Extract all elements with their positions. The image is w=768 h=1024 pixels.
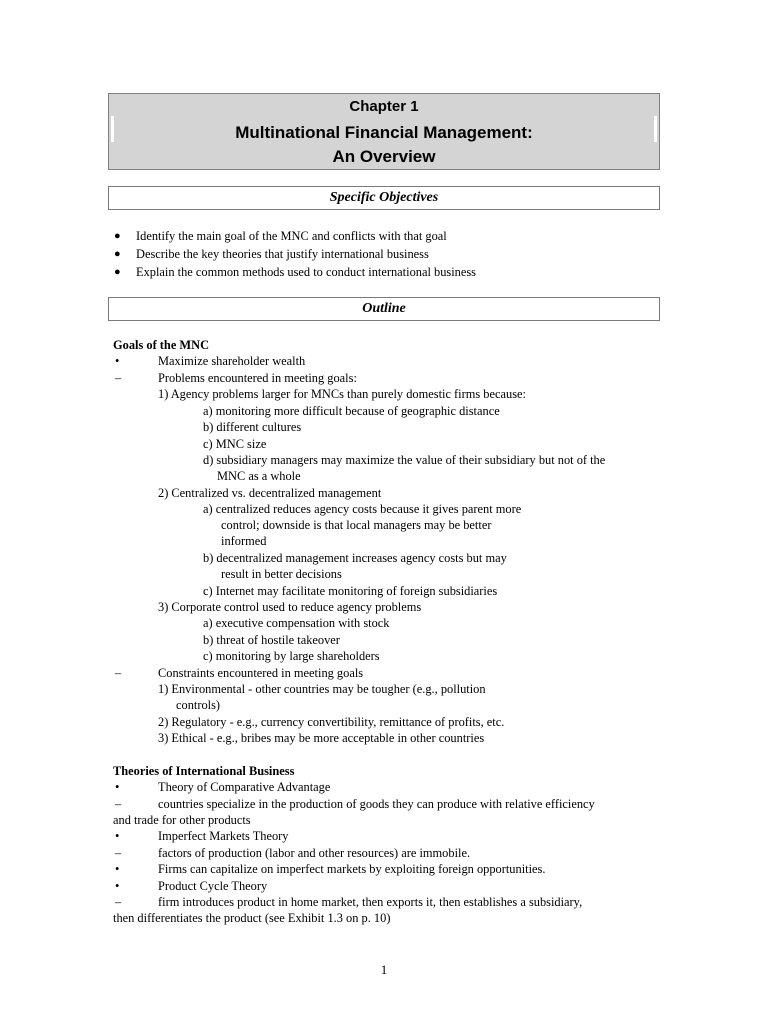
dash-marker: – bbox=[115, 666, 122, 680]
outline-line: countries specialize in the production of goods they can produce with relative efficiency bbox=[158, 797, 595, 811]
bullet-marker: • bbox=[115, 862, 120, 876]
bullet-marker: • bbox=[115, 829, 120, 843]
outline-line: b) threat of hostile takeover bbox=[203, 633, 340, 647]
outline-line: firm introduces product in home market, then exports it, then establishes a subsidiary, bbox=[158, 895, 583, 909]
objective-item: Describe the key theories that justify international business bbox=[136, 247, 429, 261]
outline-line: b) different cultures bbox=[203, 420, 302, 434]
outline-line: Imperfect Markets Theory bbox=[158, 829, 289, 843]
outline-line: control; downside is that local managers may be better bbox=[221, 518, 492, 532]
dash-marker: – bbox=[115, 371, 122, 385]
outline-line: c) Internet may facilitate monitoring of foreign subsidiaries bbox=[203, 584, 498, 598]
outline-line: Firms can capitalize on imperfect markets by exploiting foreign opportunities. bbox=[158, 862, 546, 876]
objective-item: Explain the common methods used to conduct international business bbox=[136, 265, 476, 279]
objectives-heading: Specific Objectives bbox=[329, 190, 439, 205]
outline-line: Constraints encountered in meeting goals bbox=[158, 666, 364, 680]
dash-marker: – bbox=[115, 895, 122, 909]
outline-line: Product Cycle Theory bbox=[158, 879, 268, 893]
outline-line: c) MNC size bbox=[203, 437, 267, 451]
outline-line: 2) Centralized vs. decentralized management bbox=[158, 486, 382, 500]
outline-line: 2) Regulatory - e.g., currency convertibility, remittance of profits, etc. bbox=[158, 715, 505, 729]
outline-line: b) decentralized management increases agency costs but may bbox=[203, 551, 507, 565]
outline-line: result in better decisions bbox=[221, 567, 342, 581]
outline-line: then differentiates the product (see Exhibit 1.3 on p. 10) bbox=[113, 911, 391, 925]
outline-line: 1) Agency problems larger for MNCs than purely domestic firms because: bbox=[158, 387, 526, 401]
outline-line: MNC as a whole bbox=[217, 469, 301, 483]
outline-line: informed bbox=[221, 534, 267, 548]
outline-line: 3) Corporate control used to reduce agency problems bbox=[158, 600, 422, 614]
chapter-title-box bbox=[108, 93, 660, 170]
outline-line: d) subsidiary managers may maximize the value of their subsidiary but not of the bbox=[203, 453, 606, 467]
dash-marker: – bbox=[115, 797, 122, 811]
chapter-title-line-1: Multinational Financial Management: bbox=[235, 123, 533, 142]
outline-line: factors of production (labor and other resources) are immobile. bbox=[158, 846, 471, 860]
chapter-title bbox=[109, 121, 659, 169]
outline-line: Theory of Comparative Advantage bbox=[158, 780, 331, 794]
outline-line: c) monitoring by large shareholders bbox=[203, 649, 380, 663]
outline-line: and trade for other products bbox=[113, 813, 251, 827]
bullet-marker: • bbox=[115, 780, 120, 794]
outline-line: 1) Environmental - other countries may be tougher (e.g., pollution bbox=[158, 682, 486, 696]
dash-marker: – bbox=[115, 846, 122, 860]
page-number: 1 bbox=[380, 962, 388, 977]
outline-line: a) centralized reduces agency costs because it gives parent more bbox=[203, 502, 522, 516]
outline-heading: Outline bbox=[362, 301, 406, 316]
outline-line: a) monitoring more difficult because of geographic distance bbox=[203, 404, 500, 418]
goals-section-title: Goals of the MNC bbox=[113, 338, 210, 352]
outline-line: Maximize shareholder wealth bbox=[158, 354, 306, 368]
outline-line: a) executive compensation with stock bbox=[203, 616, 390, 630]
bullet-marker: • bbox=[115, 879, 120, 893]
bullet-icon: ● bbox=[114, 248, 121, 260]
chapter-title-line-2: An Overview bbox=[332, 147, 436, 166]
bullet-icon: ● bbox=[114, 230, 121, 242]
theories-section-title: Theories of International Business bbox=[113, 764, 295, 778]
objectives-heading-box bbox=[108, 186, 660, 210]
outline-line: controls) bbox=[176, 698, 221, 712]
outline-heading-box bbox=[108, 297, 660, 321]
outline-line: 3) Ethical - e.g., bribes may be more acceptable in other countries bbox=[158, 731, 485, 745]
bullet-marker: • bbox=[115, 354, 120, 368]
objective-item: Identify the main goal of the MNC and conflicts with that goal bbox=[136, 229, 447, 243]
chapter-label: Chapter 1 bbox=[349, 98, 419, 115]
outline-line: Problems encountered in meeting goals: bbox=[158, 371, 357, 385]
bullet-icon: ● bbox=[114, 266, 121, 278]
